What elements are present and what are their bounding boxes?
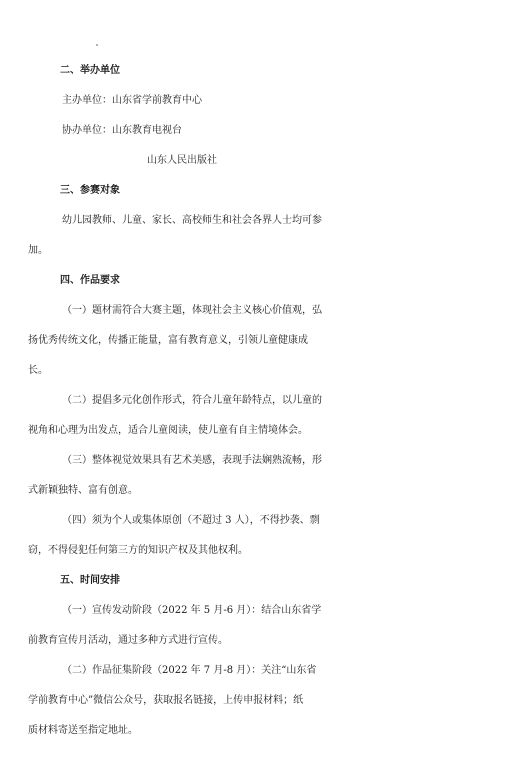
co-host-line-1: 协办单位：山东教育电视台 <box>62 125 182 136</box>
schedule-2-line-3: 质材料寄送至指定地址。 <box>28 725 138 736</box>
section-heading-organizers: 二、举办单位 <box>60 65 120 76</box>
schedule-1-line-1: （一）宣传发动阶段（2022 年 5 月-6 月）：结合山东省学 <box>62 605 322 616</box>
requirement-1-line-2: 扬优秀传统文化，传播正能量，富有教育意义，引领儿童健康成 <box>28 335 308 346</box>
participants-line-2: 加。 <box>28 245 48 256</box>
schedule-2-line-1: （二）作品征集阶段（2022 年 7 月-8 月）：关注“山东省 <box>62 665 317 676</box>
schedule-1-line-2: 前教育宣传月活动，通过多种方式进行宣传。 <box>28 635 228 646</box>
requirement-3-line-1: （三）整体视觉效果具有艺术美感，表现手法娴熟流畅，形 <box>62 455 322 466</box>
scan-speck <box>96 44 98 46</box>
requirement-1-line-3: 长。 <box>28 365 48 376</box>
requirement-1-line-1: （一）题材需符合大赛主题，体现社会主义核心价值观，弘 <box>62 305 322 316</box>
section-heading-requirements: 四、作品要求 <box>60 275 120 286</box>
section-heading-participants: 三、参赛对象 <box>60 185 120 196</box>
requirement-2-line-1: （二）提倡多元化创作形式，符合儿童年龄特点，以儿童的 <box>62 395 322 406</box>
requirement-4-line-1: （四）须为个人或集体原创（不超过 3 人），不得抄袭、剽 <box>62 515 320 526</box>
requirement-3-line-2: 式新颖独特、富有创意。 <box>28 485 138 496</box>
requirement-4-line-2: 窃，不得侵犯任何第三方的知识产权及其他权利。 <box>28 545 248 556</box>
schedule-2-line-2: 学前教育中心”微信公众号，获取报名链接，上传申报材料；纸 <box>28 695 304 706</box>
co-host-line-2: 山东人民出版社 <box>147 155 217 166</box>
host-organizer-line: 主办单位：山东省学前教育中心 <box>62 95 202 106</box>
requirement-2-line-2: 视角和心理为出发点，适合儿童阅读，使儿童有自主情境体会。 <box>28 425 308 436</box>
participants-line-1: 幼儿园教师、儿童、家长、高校师生和社会各界人士均可参 <box>62 215 322 226</box>
section-heading-schedule: 五、时间安排 <box>60 575 120 586</box>
